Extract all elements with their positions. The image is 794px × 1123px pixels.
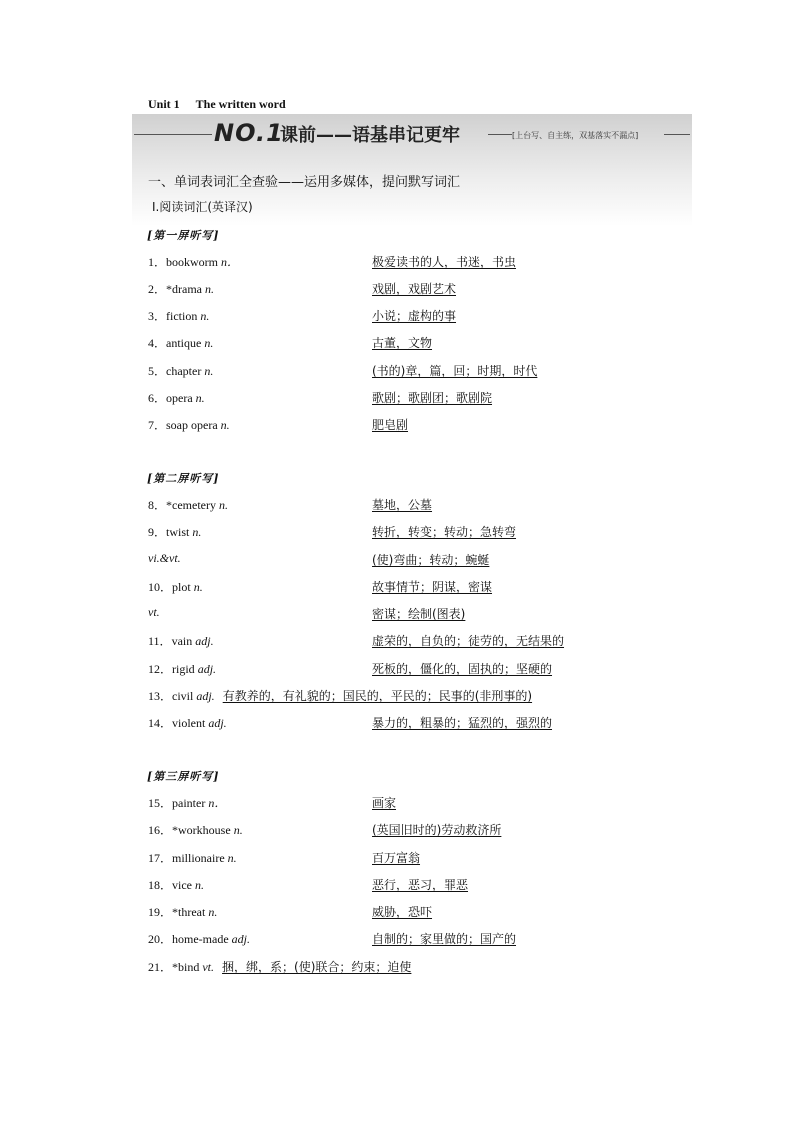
banner-title: 课前——语基串记更牢 [280,125,460,146]
vocab-meaning: 虚荣的，自负的；徒劳的，无结果的 [372,634,565,648]
vocab-meaning: 密谋；绘制(图表) [372,607,466,621]
banner-rule-right [488,134,512,135]
vocab-meaning: 百万富翁 [372,851,421,865]
vocab-meaning: 捆，绑，系；(使)联合；约束；迫使 [222,960,412,974]
vocab-row: 13．civil adj. 有教养的，有礼貌的；国民的，平民的；民事的(非刑事的) [148,689,533,703]
vocab-meaning: (英国旧时的)劳动救济所 [372,823,502,837]
vocab-meaning: 小说；虚构的事 [372,309,457,323]
group-label-2: [第二屏听写] [147,472,220,485]
vocab-meaning: 死板的，僵化的，固执的；坚硬的 [372,662,553,676]
banner-rule-end [664,134,690,135]
banner-number: NO.1 [214,119,284,147]
vocab-meaning: (使)弯曲；转动；蜿蜒 [372,553,490,567]
unit-title [148,97,286,112]
vocab-meaning: 有教养的，有礼貌的；国民的，平民的；民事的(非刑事的) [222,689,533,703]
vocab-meaning: 威胁，恐吓 [372,905,433,919]
vocab-row: 21．*bind vt. 捆，绑，系；(使)联合；约束；迫使 [148,960,412,974]
vocab-meaning: 戏剧，戏剧艺术 [372,282,457,296]
vocab-meaning: 自制的；家里做的；国产的 [372,932,517,946]
vocab-meaning: 极爱读书的人，书迷，书虫 [372,255,517,269]
vocab-meaning: (书的)章，篇，回；时期，时代 [372,364,538,378]
group-label-1: [第一屏听写] [147,229,220,242]
section-title: 一、单词表词汇全查验——运用多媒体，提问默写词汇 [148,175,461,190]
vocab-meaning: 恶行，恶习，罪恶 [372,878,469,892]
vocab-meaning: 古董，文物 [372,336,433,350]
subsection-title: Ⅰ.阅读词汇(英译汉) [152,200,253,214]
banner-subtitle: [上台写、自主练，双基落实不漏点] [512,131,639,140]
vocab-meaning: 故事情节；阴谋，密谋 [372,580,493,594]
unit-name: The written word [195,97,286,111]
vocab-meaning: 画家 [372,796,397,810]
vocab-meaning: 歌剧；歌剧团；歌剧院 [372,391,493,405]
unit-label: Unit 1 [148,97,180,111]
vocab-meaning: 暴力的，粗暴的；猛烈的，强烈的 [372,716,553,730]
group-label-3: [第三屏听写] [147,770,220,783]
vocab-meaning: 转折，转变；转动；急转弯 [372,525,517,539]
banner-rule-left [134,134,212,135]
vocab-meaning: 墓地，公墓 [372,498,433,512]
vocab-meaning: 肥皂剧 [372,418,409,432]
